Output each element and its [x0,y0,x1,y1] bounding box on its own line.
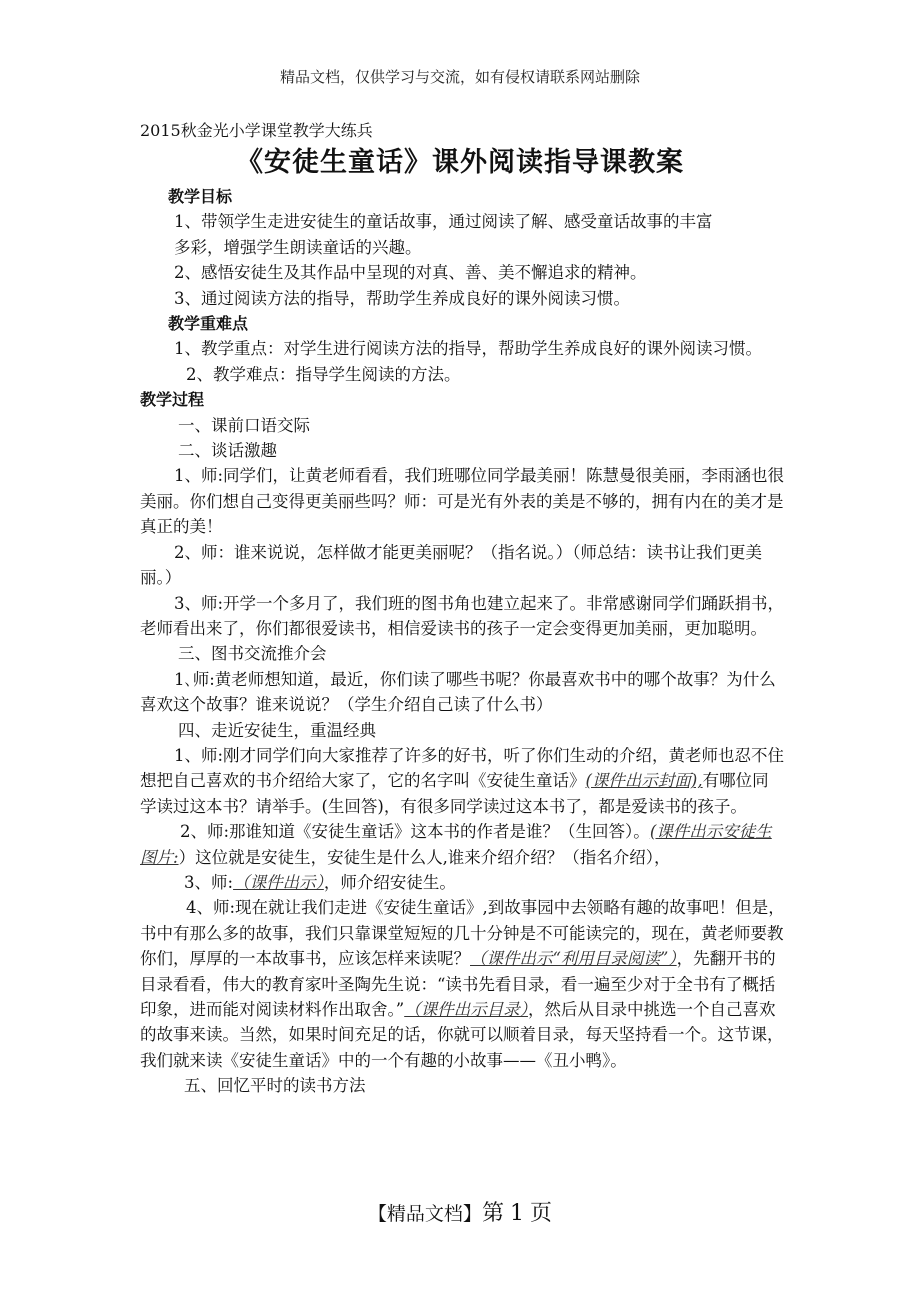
section-2-para-1: 1、师:同学们，让黄老师看看，我们班哪位同学最美丽！陈慧曼很美丽，李雨涵也很美丽。你们想自己变得更美丽些吗？师：可是光有外表的美是不够的，拥有内在的美才是真正的美！ [140,466,785,537]
section-2-heading: 二、谈话激趣 [178,441,277,461]
section-2-para-2: 2、师：谁来说说，怎样做才能更美丽呢？（指名说。）（师总结：读书让我们更美丽。） [140,542,762,588]
footer-page-prefix: 第 [481,1201,504,1226]
keypoint-item-1: 1、教学重点：对学生进行阅读方法的指导，帮助学生养成良好的课外阅读习惯。 [174,339,762,359]
para-text: ，先翻开书的目录看看，伟大的教育家叶圣陶先生说：“读书先看目录，看一遍至少对于全书有了概括印象，进而能对阅读材料作出取舍。” [140,949,776,1019]
para-text: 有哪位同学读过这本书？请举手。(生回答)，有很多同学读过这本书了，都是爱读书的孩子。 [140,771,769,816]
goal-item-1b: 多彩，增强学生朗读童话的兴趣。 [174,237,422,257]
header-note: 精品文档，仅供学习与交流，如有侵权请联系网站删除 [279,68,640,86]
courseware-note: (课件出示安徒生图片: [140,822,772,867]
footer-page-suffix: 页 [530,1201,553,1226]
section-4-heading: 四、走近安徒生，重温经典 [178,720,376,740]
section-3-para-1: 1､师:黄老师想知道，最近，你们读了哪些书呢？你最喜欢书中的哪个故事？为什么喜欢这个故事？谁来说说？（学生介绍自己读了什么书） [140,669,776,715]
keypoints-heading: 教学重难点 [168,314,249,334]
page-title: 《安徒生童话》课外阅读指导课教案 [236,147,684,178]
process-heading: 教学过程 [140,390,205,410]
goal-item-3: 3、通过阅读方法的指导，帮助学生养成良好的课外阅读习惯。 [174,288,630,308]
section-2-para-3: 3、师:开学一个多月了，我们班的图书角也建立起来了。非常感谢同学们踊跃捐书，老师看出来了，你们都很爱读书，相信爱读书的孩子一定会变得更加美丽，更加聪明。 [140,593,785,638]
footer-label: 【精品文档】 [367,1203,482,1225]
courseware-note: （课件出示） [233,872,324,892]
goals-heading: 教学目标 [168,187,233,206]
section-1-heading: 一、课前口语交际 [178,415,310,435]
section-4-para-3 [140,870,785,895]
section-5-heading: 五、回忆平时的读书方法 [184,1076,366,1096]
keypoint-item-2: 2、教学难点：指导学生阅读的方法。 [186,364,461,384]
para-text: 1、师:刚才同学们向大家推荐了许多的好书，听了你们生动的介绍，黄老师也忍不住想把自己喜欢的书介绍给大家了，它的名字叫《安徒生童话》 [140,745,785,791]
goal-item-1a: 1、带领学生走进安徒生的童话故事，通过阅读了解、感受童话故事的丰富 [174,212,713,232]
para-text: ，然后从目录中挑选一个自己喜欢的故事来读。当然，如果时间充足的话，你就可以顺着目录，每天坚持看一个。这节课，我们就来读《安徒生童话》中的一个有趣的小故事——《丑小鸭》。 [140,1000,784,1070]
para-text: 4、师:现在就让我们走进《安徒生童话》,到故事园中去领略有趣的故事吧！但是，书中有那么多的故事，我们只靠课堂短短的几十分钟是不可能读完的，现在，黄老师要教你们，厚厚的一本故事书，应该怎样来读呢？ [140,898,785,969]
section-4-para-4 [140,895,785,1073]
event-line: 2015秋金光小学课堂教学大练兵 [140,121,373,140]
para-text: ）这位就是安徒生，安徒生是什么人,谁来介绍介绍？（指名介绍）， [178,847,671,867]
courseware-note: (课件出示封面), [585,771,703,791]
document-body [140,184,785,1099]
page-number: 1 [510,1201,524,1226]
courseware-note: （课件出示目录） [404,1000,528,1019]
para-text: ，师介绍安徒生。 [323,872,456,892]
section-3-heading: 三、图书交流推介会 [178,644,327,664]
courseware-note: （课件出示“利用目录阅读”） [470,949,677,969]
para-text: 3、师: [184,872,234,892]
section-4-para-2 [140,819,785,870]
page-footer [0,1196,920,1227]
para-text: 2、师:那谁知道《安徒生童话》这本书的作者是谁？（生回答）。 [180,822,650,842]
goal-item-2: 2、感悟安徒生及其作品中呈现的对真、善、美不懈追求的精神。 [174,263,647,283]
section-4-para-1 [140,743,785,819]
